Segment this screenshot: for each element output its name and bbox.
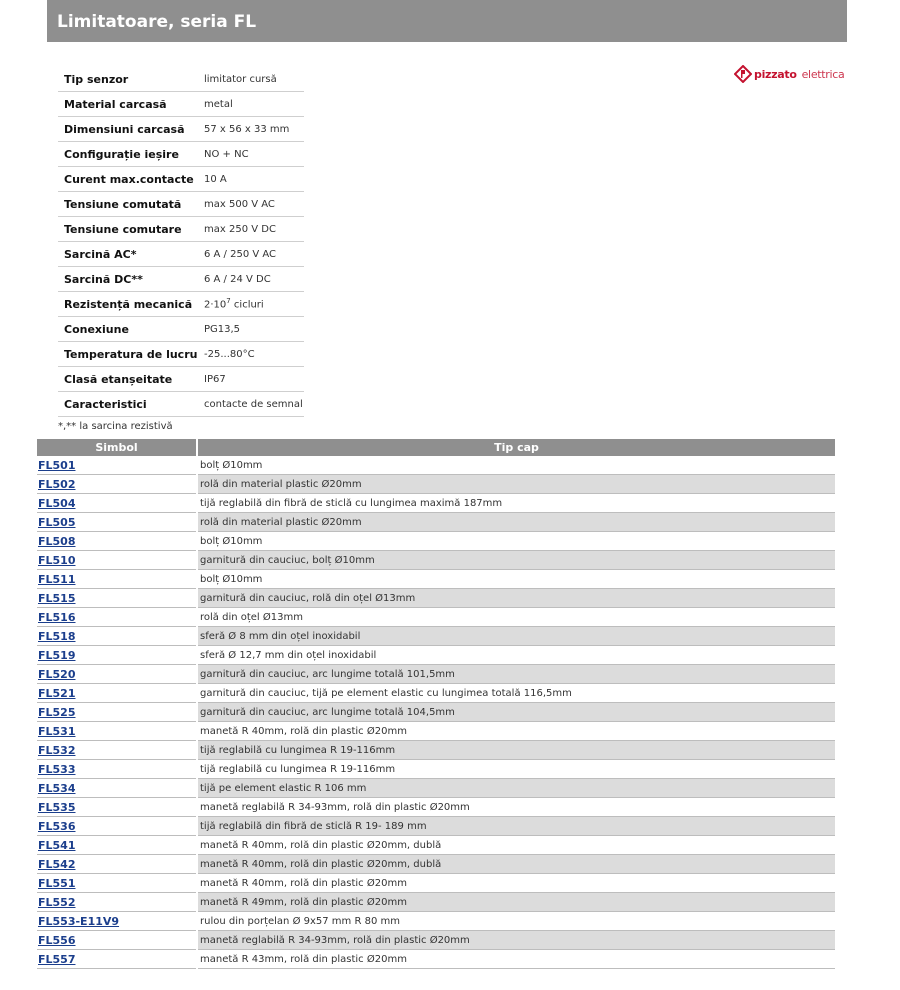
spec-row: [58, 317, 304, 342]
model-row: [37, 950, 835, 969]
model-row: [37, 817, 835, 836]
model-symbol-cell: [37, 779, 197, 798]
model-link-fl521[interactable]: FL521: [38, 686, 76, 700]
model-link-fl533[interactable]: FL533: [38, 762, 76, 776]
model-link-fl508[interactable]: FL508: [38, 534, 76, 548]
spec-row: [58, 367, 304, 392]
model-cap-type: tijă reglabilă din fibră de sticlă cu lungimea maximă 187mm: [197, 494, 835, 513]
model-row: [37, 608, 835, 627]
model-symbol-cell: [37, 456, 197, 475]
model-cap-type: manetă R 43mm, rolă din plastic Ø20mm: [197, 950, 835, 969]
spec-value: PG13,5: [198, 317, 304, 342]
model-row: [37, 570, 835, 589]
model-symbol-cell: [37, 931, 197, 950]
model-cap-type: garnitură din cauciuc, arc lungime totală 104,5mm: [197, 703, 835, 722]
model-cap-type: manetă R 49mm, rolă din plastic Ø20mm: [197, 893, 835, 912]
spec-value: IP67: [198, 367, 304, 392]
model-link-fl536[interactable]: FL536: [38, 819, 76, 833]
model-link-fl531[interactable]: FL531: [38, 724, 76, 738]
spec-value: limitator cursă: [198, 67, 304, 92]
spec-label: Conexiune: [58, 317, 198, 342]
model-row: [37, 646, 835, 665]
spec-value: [198, 292, 304, 317]
footnote: *,** la sarcina rezistivă: [58, 421, 173, 432]
model-link-fl553-e11v9[interactable]: FL553-E11V9: [38, 914, 120, 928]
spec-row: [58, 392, 304, 417]
model-cap-type: sferă Ø 12,7 mm din oțel inoxidabil: [197, 646, 835, 665]
spec-value: 10 A: [198, 167, 304, 192]
model-link-fl552[interactable]: FL552: [38, 895, 76, 909]
model-link-fl532[interactable]: FL532: [38, 743, 76, 757]
model-symbol-cell: [37, 589, 197, 608]
model-symbol-cell: [37, 494, 197, 513]
title-bar: [47, 0, 847, 42]
model-symbol-cell: [37, 665, 197, 684]
model-symbol-cell: [37, 551, 197, 570]
model-row: [37, 513, 835, 532]
spec-row: [58, 267, 304, 292]
spec-value-unit: cicluri: [230, 299, 264, 311]
logo-text-secondary: elettrica: [801, 67, 845, 81]
model-row: [37, 665, 835, 684]
spec-label: Tensiune comutare: [58, 217, 198, 242]
model-symbol-cell: [37, 608, 197, 627]
model-row: [37, 456, 835, 475]
spec-value-base: 2·10: [204, 299, 227, 311]
pizzato-logo: [734, 64, 844, 84]
spec-row: [58, 92, 304, 117]
model-row: [37, 798, 835, 817]
spec-label: Configurație ieșire: [58, 142, 198, 167]
model-link-fl534[interactable]: FL534: [38, 781, 76, 795]
model-link-fl535[interactable]: FL535: [38, 800, 76, 814]
model-link-fl502[interactable]: FL502: [38, 477, 76, 491]
model-symbol-cell: [37, 950, 197, 969]
model-row: [37, 836, 835, 855]
spec-row: [58, 67, 304, 92]
spec-label: Material carcasă: [58, 92, 198, 117]
model-cap-type: bolț Ø10mm: [197, 532, 835, 551]
spec-row: [58, 167, 304, 192]
spec-value: 57 x 56 x 33 mm: [198, 117, 304, 142]
logo-text: pizzato: [754, 67, 797, 81]
model-cap-type: tijă pe element elastic R 106 mm: [197, 779, 835, 798]
model-cap-type: manetă reglabilă R 34-93mm, rolă din plastic Ø20mm: [197, 931, 835, 950]
model-cap-type: rolă din material plastic Ø20mm: [197, 475, 835, 494]
model-symbol-cell: [37, 760, 197, 779]
models-table: [37, 439, 835, 969]
model-row: [37, 741, 835, 760]
model-symbol-cell: [37, 532, 197, 551]
model-link-fl518[interactable]: FL518: [38, 629, 76, 643]
model-row: [37, 703, 835, 722]
spec-value: metal: [198, 92, 304, 117]
spec-value-exponent: 7: [226, 297, 231, 306]
model-symbol-cell: [37, 722, 197, 741]
model-link-fl542[interactable]: FL542: [38, 857, 76, 871]
model-symbol-cell: [37, 646, 197, 665]
model-link-fl525[interactable]: FL525: [38, 705, 76, 719]
model-symbol-cell: [37, 513, 197, 532]
model-row: [37, 627, 835, 646]
model-symbol-cell: [37, 798, 197, 817]
model-link-fl516[interactable]: FL516: [38, 610, 76, 624]
model-link-fl515[interactable]: FL515: [38, 591, 76, 605]
spec-label: Temperatura de lucru: [58, 342, 198, 367]
model-symbol-cell: [37, 684, 197, 703]
page-title: Limitatoare, seria FL: [57, 12, 257, 32]
model-link-fl556[interactable]: FL556: [38, 933, 76, 947]
spec-label: Clasă etanșeitate: [58, 367, 198, 392]
spec-row: [58, 342, 304, 367]
model-cap-type: manetă R 40mm, rolă din plastic Ø20mm: [197, 722, 835, 741]
model-row: [37, 931, 835, 950]
spec-value: max 250 V DC: [198, 217, 304, 242]
model-link-fl551[interactable]: FL551: [38, 876, 76, 890]
model-symbol-cell: [37, 855, 197, 874]
model-symbol-cell: [37, 874, 197, 893]
spec-label: Dimensiuni carcasă: [58, 117, 198, 142]
spec-value: -25...80°C: [198, 342, 304, 367]
model-cap-type: rolă din oțel Ø13mm: [197, 608, 835, 627]
model-link-fl501[interactable]: FL501: [38, 458, 76, 472]
model-row: [37, 893, 835, 912]
model-row: [37, 494, 835, 513]
model-symbol-cell: [37, 893, 197, 912]
model-cap-type: bolț Ø10mm: [197, 570, 835, 589]
model-row: [37, 475, 835, 494]
model-link-fl557[interactable]: FL557: [38, 952, 76, 966]
model-row: [37, 551, 835, 570]
model-row: [37, 589, 835, 608]
model-cap-type: manetă reglabilă R 34-93mm, rolă din plastic Ø20mm: [197, 798, 835, 817]
model-cap-type: tijă reglabilă cu lungimea R 19-116mm: [197, 760, 835, 779]
model-symbol-cell: [37, 627, 197, 646]
header-cap-type: Tip cap: [197, 439, 835, 456]
model-row: [37, 722, 835, 741]
model-cap-type: manetă R 40mm, rolă din plastic Ø20mm, dublă: [197, 855, 835, 874]
model-cap-type: bolț Ø10mm: [197, 456, 835, 475]
model-link-fl504[interactable]: FL504: [38, 496, 76, 510]
spec-label: Rezistență mecanică: [58, 292, 198, 317]
model-cap-type: tijă reglabilă cu lungimea R 19-116mm: [197, 741, 835, 760]
spec-row: [58, 192, 304, 217]
model-cap-type: rulou din porțelan Ø 9x57 mm R 80 mm: [197, 912, 835, 931]
model-row: [37, 779, 835, 798]
spec-value: contacte de semnal: [198, 392, 304, 417]
spec-row: [58, 117, 304, 142]
model-cap-type: garnitură din cauciuc, arc lungime totală 101,5mm: [197, 665, 835, 684]
model-symbol-cell: [37, 703, 197, 722]
model-cap-type: tijă reglabilă din fibră de sticlă R 19- 189 mm: [197, 817, 835, 836]
spec-row: [58, 217, 304, 242]
model-row: [37, 855, 835, 874]
header-symbol: Simbol: [37, 439, 197, 456]
spec-value: max 500 V AC: [198, 192, 304, 217]
model-cap-type: garnitură din cauciuc, rolă din oțel Ø13mm: [197, 589, 835, 608]
spec-value: NO + NC: [198, 142, 304, 167]
spec-label: Sarcină AC*: [58, 242, 198, 267]
model-cap-type: manetă R 40mm, rolă din plastic Ø20mm: [197, 874, 835, 893]
spec-label: Sarcină DC**: [58, 267, 198, 292]
model-link-fl510[interactable]: FL510: [38, 553, 76, 567]
model-cap-type: rolă din material plastic Ø20mm: [197, 513, 835, 532]
spec-label: Caracteristici: [58, 392, 198, 417]
model-row: [37, 684, 835, 703]
model-cap-type: garnitură din cauciuc, tijă pe element elastic cu lungimea totală 116,5mm: [197, 684, 835, 703]
spec-label: Tip senzor: [58, 67, 198, 92]
model-link-fl520[interactable]: FL520: [38, 667, 76, 681]
model-row: [37, 912, 835, 931]
model-symbol-cell: [37, 817, 197, 836]
model-symbol-cell: [37, 741, 197, 760]
model-symbol-cell: [37, 475, 197, 494]
spec-row: [58, 242, 304, 267]
model-cap-type: sferă Ø 8 mm din oțel inoxidabil: [197, 627, 835, 646]
spec-label: Tensiune comutată: [58, 192, 198, 217]
model-link-fl519[interactable]: FL519: [38, 648, 76, 662]
model-row: [37, 760, 835, 779]
model-symbol-cell: [37, 836, 197, 855]
spec-value: 6 A / 24 V DC: [198, 267, 304, 292]
model-cap-type: garnitură din cauciuc, bolț Ø10mm: [197, 551, 835, 570]
specs-table: [58, 67, 304, 417]
model-row: [37, 532, 835, 551]
model-link-fl541[interactable]: FL541: [38, 838, 76, 852]
models-header-row: [37, 439, 835, 456]
model-cap-type: manetă R 40mm, rolă din plastic Ø20mm, dublă: [197, 836, 835, 855]
model-symbol-cell: [37, 570, 197, 589]
model-link-fl511[interactable]: FL511: [38, 572, 76, 586]
spec-label: Curent max.contacte: [58, 167, 198, 192]
spec-value: 6 A / 250 V AC: [198, 242, 304, 267]
spec-row: [58, 292, 304, 317]
pizzato-logo-icon: [734, 65, 752, 83]
spec-row: [58, 142, 304, 167]
model-symbol-cell: [37, 912, 197, 931]
model-link-fl505[interactable]: FL505: [38, 515, 76, 529]
model-row: [37, 874, 835, 893]
